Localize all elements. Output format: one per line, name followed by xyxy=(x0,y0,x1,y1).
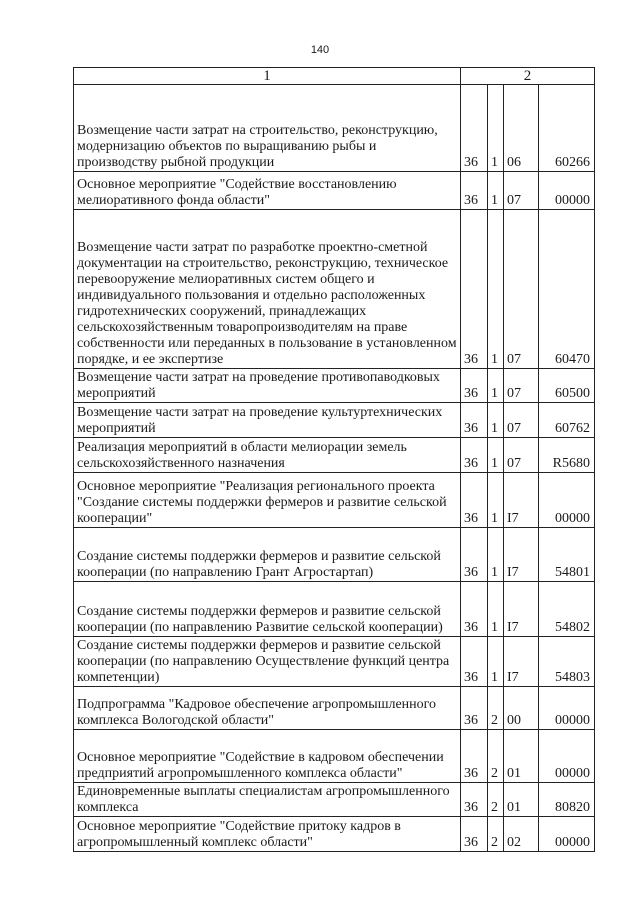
row-code-3: 07 xyxy=(504,403,539,438)
table-row xyxy=(74,528,595,582)
row-description: Основное мероприятие "Содействие восстановлению мелиоративного фонда области" xyxy=(74,172,461,210)
budget-classification-table xyxy=(73,67,595,852)
table-row xyxy=(74,730,595,783)
row-code-4: 00000 xyxy=(539,473,595,528)
header-row xyxy=(74,68,595,85)
row-code-2: 1 xyxy=(488,369,504,403)
row-description: Возмещение части затрат по разработке проектно-сметной документации на строительство, реконструкцию, техническое перевооружение мелиоративных систем общего и индивидуального пользования и отдельно расположенных гидротехнических сооружений, принадлежащих сельскохозяйственным товаропроизводителям на праве собственности или переданных в пользование в установленном порядке, и ее экспертизе xyxy=(74,210,461,369)
row-code-2: 1 xyxy=(488,438,504,473)
row-code-4: 00000 xyxy=(539,817,595,852)
table-row xyxy=(74,210,595,369)
row-description: Возмещение части затрат на проведение культуртехнических мероприятий xyxy=(74,403,461,438)
row-code-2: 1 xyxy=(488,582,504,637)
row-code-2: 1 xyxy=(488,172,504,210)
row-code-1: 36 xyxy=(461,637,488,687)
row-code-3: 07 xyxy=(504,438,539,473)
row-code-3: 07 xyxy=(504,369,539,403)
row-code-3: 01 xyxy=(504,730,539,783)
row-code-4: 00000 xyxy=(539,730,595,783)
row-code-3: I7 xyxy=(504,637,539,687)
table-row xyxy=(74,473,595,528)
row-code-4: 54802 xyxy=(539,582,595,637)
row-code-1: 36 xyxy=(461,730,488,783)
row-code-4: 60266 xyxy=(539,85,595,172)
table-row xyxy=(74,582,595,637)
row-description: Подпрограмма "Кадровое обеспечение агропромышленного комплекса Вологодской области" xyxy=(74,687,461,730)
row-code-4: R5680 xyxy=(539,438,595,473)
table-row xyxy=(74,172,595,210)
row-code-1: 36 xyxy=(461,85,488,172)
row-code-4: 60500 xyxy=(539,369,595,403)
row-code-3: 01 xyxy=(504,783,539,817)
row-code-4: 54801 xyxy=(539,528,595,582)
page-number: 140 xyxy=(310,44,330,56)
row-description: Возмещение части затрат на проведение противопаводковых мероприятий xyxy=(74,369,461,403)
row-description: Создание системы поддержки фермеров и развитие сельской кооперации (по направлению Осуществление функций центра компетенции) xyxy=(74,637,461,687)
row-code-2: 1 xyxy=(488,210,504,369)
row-code-1: 36 xyxy=(461,438,488,473)
row-code-1: 36 xyxy=(461,210,488,369)
row-code-2: 2 xyxy=(488,817,504,852)
row-description: Основное мероприятие "Содействие в кадровом обеспечении предприятий агропромышленного комплекса области" xyxy=(74,730,461,783)
row-code-3: 07 xyxy=(504,172,539,210)
table-row xyxy=(74,403,595,438)
row-code-1: 36 xyxy=(461,582,488,637)
row-code-2: 2 xyxy=(488,687,504,730)
row-code-1: 36 xyxy=(461,528,488,582)
header-col-2: 2 xyxy=(461,68,595,85)
row-description: Возмещение части затрат на строительство, реконструкцию, модернизацию объектов по выращиванию рыбы и производству рыбной продукции xyxy=(74,85,461,172)
row-description: Создание системы поддержки фермеров и развитие сельской кооперации (по направлению Грант Агростартап) xyxy=(74,528,461,582)
row-code-2: 1 xyxy=(488,528,504,582)
row-code-4: 60762 xyxy=(539,403,595,438)
row-code-3: 06 xyxy=(504,85,539,172)
table-row xyxy=(74,817,595,852)
row-code-2: 2 xyxy=(488,783,504,817)
row-code-1: 36 xyxy=(461,403,488,438)
row-code-2: 1 xyxy=(488,85,504,172)
row-code-2: 1 xyxy=(488,403,504,438)
header-col-1: 1 xyxy=(74,68,461,85)
row-description: Единовременные выплаты специалистам агропромышленного комплекса xyxy=(74,783,461,817)
table-row xyxy=(74,783,595,817)
row-code-3: 00 xyxy=(504,687,539,730)
row-description: Основное мероприятие "Реализация регионального проекта "Создание системы поддержки фермеров и развитие сельской кооперации" xyxy=(74,473,461,528)
table-row xyxy=(74,438,595,473)
row-code-2: 1 xyxy=(488,473,504,528)
row-code-4: 00000 xyxy=(539,172,595,210)
row-code-3: I7 xyxy=(504,528,539,582)
table-row xyxy=(74,637,595,687)
row-code-1: 36 xyxy=(461,172,488,210)
row-description: Основное мероприятие "Содействие притоку кадров в агропромышленный комплекс области" xyxy=(74,817,461,852)
row-code-4: 54803 xyxy=(539,637,595,687)
row-code-3: 02 xyxy=(504,817,539,852)
row-code-2: 1 xyxy=(488,637,504,687)
row-code-1: 36 xyxy=(461,817,488,852)
row-code-4: 60470 xyxy=(539,210,595,369)
row-code-3: I7 xyxy=(504,473,539,528)
row-code-2: 2 xyxy=(488,730,504,783)
row-code-4: 00000 xyxy=(539,687,595,730)
row-code-1: 36 xyxy=(461,687,488,730)
table-row xyxy=(74,85,595,172)
table-row xyxy=(74,369,595,403)
row-code-1: 36 xyxy=(461,369,488,403)
row-code-3: 07 xyxy=(504,210,539,369)
row-description: Реализация мероприятий в области мелиорации земель сельскохозяйственного назначения xyxy=(74,438,461,473)
table-row xyxy=(74,687,595,730)
row-code-4: 80820 xyxy=(539,783,595,817)
row-description: Создание системы поддержки фермеров и развитие сельской кооперации (по направлению Развитие сельской кооперации) xyxy=(74,582,461,637)
row-code-3: I7 xyxy=(504,582,539,637)
row-code-1: 36 xyxy=(461,473,488,528)
row-code-1: 36 xyxy=(461,783,488,817)
